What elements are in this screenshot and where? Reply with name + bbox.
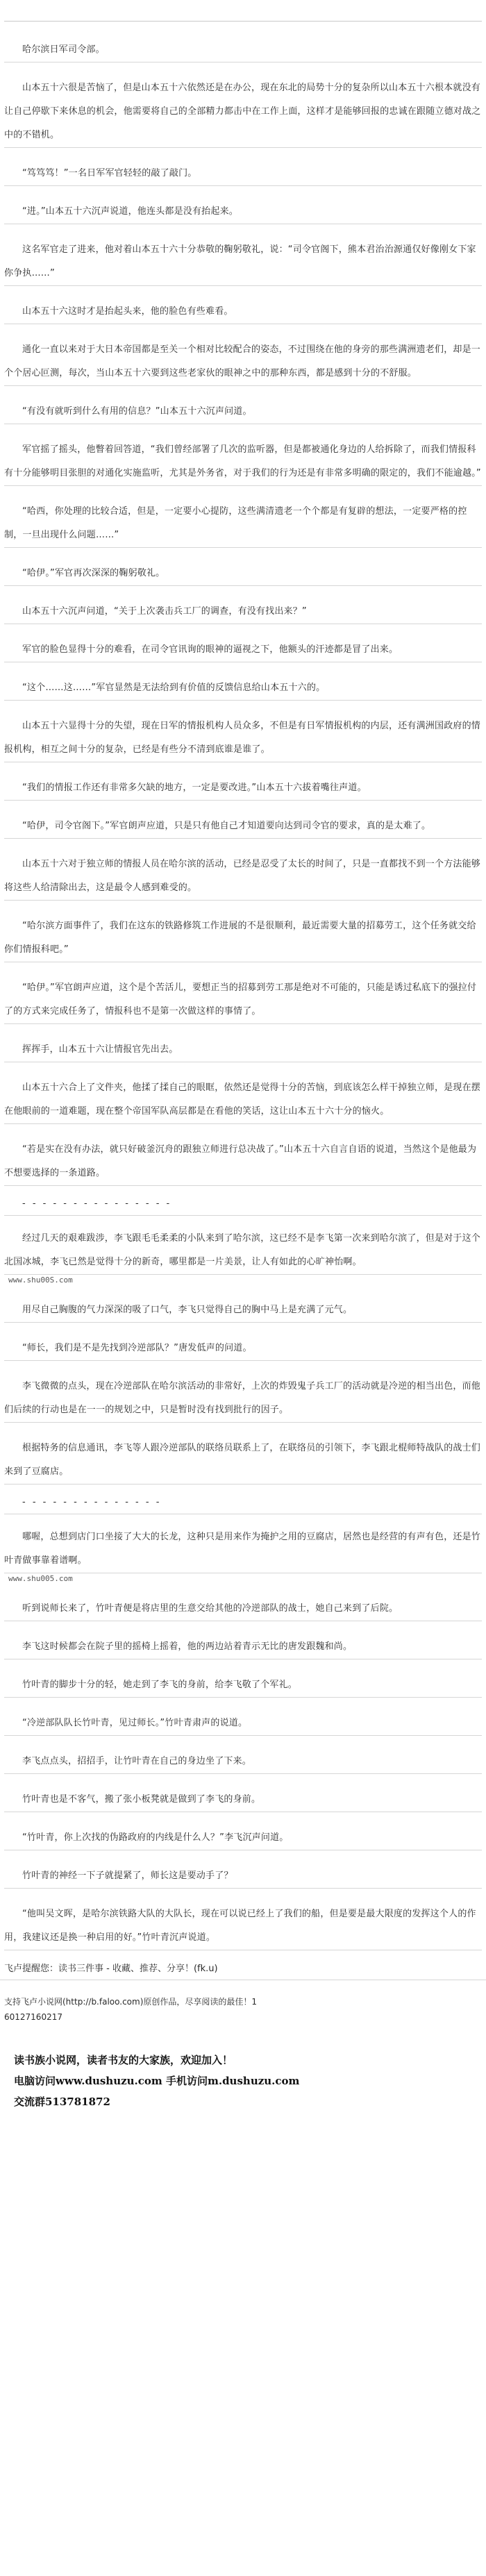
paragraph: 李飞点点头，招招手，让竹叶青在自己的身边坐了下来。 <box>4 1750 482 1774</box>
paragraph: 挥挥手，山本五十六让情报官先出去。 <box>4 1038 482 1062</box>
paragraph: 根据特务的信息通讯，李飞等人跟冷逆部队的联络员联系上了，在联络员的引领下，李飞跟北棍师特战队的战士们来到了豆腐店。 <box>4 1437 482 1484</box>
paragraph: “哈伊。”军官再次深深的鞠躬敬礼。 <box>4 562 482 586</box>
paragraph: “哈尔滨方面事件了，我们在这东的铁路修筑工作进展的不是很顺利，最近需要大量的招募劳工，这个任务就交给你们情报科吧。” <box>4 914 482 962</box>
section-e <box>4 1597 482 1950</box>
chapter-body <box>0 38 486 1950</box>
paragraph: 哪喔，总想到店门口坐接了大大的长龙，这种只是用来作为掩护之用的豆腐店，居然也是经营的有声有色，还是竹叶青做事靠着谱啊。 <box>4 1525 482 1573</box>
chapter-end-note: 飞卢提醒您：读书三件事 - 收藏、推荐、分享！(fk.u) <box>0 1950 486 1980</box>
paragraph: 听到说师长来了，竹叶青便是将店里的生意交给其他的冷逆部队的战士，她自己来到了后院。 <box>4 1597 482 1621</box>
support-id: 60127160217 <box>4 2012 62 2022</box>
support-link-line[interactable]: 支持飞卢小说网(http://b.faloo.com)原创作品，尽享阅读的最佳！1 <box>4 1997 258 2007</box>
paragraph: “若是实在没有办法，就只好破釜沉舟的跟独立师进行总决战了。”山本五十六自言自语的说道，当然这个是他最为不想要选择的一条道路。 <box>4 1138 482 1186</box>
section-d <box>4 1525 482 1573</box>
paragraph: “哈伊。”军官朗声应道，这个是个苦活儿，要想正当的招募到劳工那是绝对不可能的，只能是诱过私底下的强拉付了的方式来完成任务了，情报科也不是第一次做这样的事情了。 <box>4 976 482 1024</box>
paragraph: 军官的脸色显得十分的难看，在司令官讯询的眼神的逼视之下，他额头的汗迹都是冒了出来。 <box>4 638 482 662</box>
paragraph: 经过几天的艰难跋涉，李飞跟毛毛柔柔的小队来到了哈尔滨，这已经不是李飞第一次来到哈尔滨了，但是对于这个北国冰城，李飞已然是觉得十分的新奇，哪里都是一片美景，让人有如此的心旷神怡啊。 <box>4 1227 482 1275</box>
paragraph: “进。”山本五十六沉声说道，他连头都是没有抬起来。 <box>4 200 482 224</box>
paragraph: “这个……这……”军官显然是无法给到有价值的反馈信息给山本五十六的。 <box>4 676 482 701</box>
paragraph: 竹叶青的神经一下子就提紧了，师长这是要动手了？ <box>4 1864 482 1889</box>
watermark-text: www.shu00S.com <box>8 1276 73 1285</box>
paragraph: 山本五十六沉声问道，“关于上次袭击兵工厂的调查，有没有找出来？” <box>4 600 482 624</box>
paragraph: 竹叶青的脚步十分的轻，她走到了李飞的身前，给李飞敬了个军礼。 <box>4 1673 482 1698</box>
footer-links[interactable]: 电脑访问www.dushuzu.com 手机访问m.dushuzu.com <box>14 2075 300 2087</box>
paragraph: “他叫吴文晖，是哈尔滨铁路大队的大队长，现在可以说已经上了我们的船，但是要是最大限度的发挥这个人的作用，我建议还是换一种启用的好。”竹叶青沉声说道。 <box>4 1902 482 1950</box>
paragraph: 这名军官走了进来，他对着山本五十六十分恭敬的鞠躬敬礼，说：“司令官阁下，熊本君治治源通仅好像刚女下家你争执……” <box>4 238 482 286</box>
paragraph: 山本五十六很是苦恼了，但是山本五十六依然还是在办公，现在东北的局势十分的复杂所以山本五十六根本就没有让自己停歇下来休息的机会，他需要将自己的全部精力都击中在工作上面，这样才是能够回报的忠诚在跟随立德对战之中的不错机。 <box>4 76 482 148</box>
top-divider <box>4 21 482 22</box>
paragraph: 军官摇了摇头，他瞥着回答道，“我们曾经部署了几次的监听器，但是都被通化身边的人给拆除了，而我们情报科有十分能够明目张胆的对通化实施监听，尤其是外务省，对于我们的行为还是有非常多明确的限定的，我们不能逾越。” <box>4 438 482 486</box>
paragraph: “师长，我们是不是先找到冷逆部队？”唐发低声的问道。 <box>4 1337 482 1361</box>
paragraph: 山本五十六显得十分的失望，现在日军的情报机构人员众多，不但是有日军情报机构的内层，还有满洲国政府的情报机构，相互之间十分的复杂，已经是有些分不清到底谁是谁了。 <box>4 714 482 762</box>
paragraph: 李飞这时候都会在院子里的摇椅上摇着，他的两边站着青示无比的唐发跟魏和尚。 <box>4 1635 482 1659</box>
site-footer <box>0 2050 486 2112</box>
scene-break: - - - - - - - - - - - - - - - <box>4 1193 482 1216</box>
footer-group: 交流群513781872 <box>14 2096 110 2108</box>
section-b <box>4 1227 482 1275</box>
paragraph: 竹叶青也是不客气，搬了张小板凳就是做到了李飞的身前。 <box>4 1788 482 1812</box>
paragraph: “笃笃笃！”一名日军军官轻轻的敲了敲门。 <box>4 162 482 186</box>
footer-welcome: 读书族小说网，读者书友的大家族，欢迎加入！ <box>14 2054 233 2066</box>
paragraph: 李飞微微的点头，现在冷逆部队在哈尔滨活动的非常好，上次的炸毁鬼子兵工厂的活动就是冷逆的相当出色，而他们后续的行动也是在一一的规划之中，只是暂时没有找到批行的因子。 <box>4 1375 482 1423</box>
watermark-text: www.shu005.com <box>8 1574 73 1583</box>
paragraph: “哈伊，司令官阁下。”军官朗声应道，只是只有他自己才知道要向达到司令官的要求，真的是太难了。 <box>4 814 482 839</box>
paragraph: 山本五十六合上了文件夹，他揉了揉自己的眼眶，依然还是觉得十分的苦恼，到底该怎么样干掉独立师，是现在摆在他眼前的一道难题，现在整个帝国军队高层都是在看他的笑话，这让山本五十六十分的恼火。 <box>4 1076 482 1124</box>
paragraph: “竹叶青，你上次找的伪路政府的内线是什么人？”李飞沉声问道。 <box>4 1826 482 1850</box>
paragraph: “冷逆部队队长竹叶青，见过师长。”竹叶青肃声的说道。 <box>4 1712 482 1736</box>
paragraph: “哈西，你处理的比较合适，但是，一定要小心提防，这些满清遗老一个个都是有复辟的想法，一定要严格的控制，一旦出现什么问题……” <box>4 500 482 548</box>
paragraph: 哈尔滨日军司令部。 <box>4 38 482 62</box>
paragraph: 用尽自己胸腹的气力深深的吸了口气，李飞只觉得自己的胸中马上是充满了元气。 <box>4 1298 482 1323</box>
section-a <box>4 38 482 1186</box>
paragraph: “我们的情报工作还有非常多欠缺的地方，一定是要改进。”山本五十六拔着嘴往声道。 <box>4 776 482 801</box>
scene-break: - - - - - - - - - - - - - - <box>4 1491 482 1514</box>
paragraph: 山本五十六对于独立师的情报人员在哈尔滨的活动，已经是忍受了太长的时间了，只是一直都找不到一个方法能够将这些人给清除出去，这是最令人感到难受的。 <box>4 853 482 901</box>
section-c <box>4 1298 482 1484</box>
paragraph: 通化一直以来对于大日本帝国都是至关一个相对比较配合的姿态，不过围绕在他的身旁的那些满洲遗老们，却是一个个居心叵测，每次，当山本五十六要到这些老家伙的眼神之中的那种东西，都是感到十分的不舒服。 <box>4 338 482 386</box>
paragraph: “有没有就听到什么有用的信息？”山本五十六沉声问道。 <box>4 400 482 424</box>
paragraph: 山本五十六这时才是抬起头来，他的脸色有些难看。 <box>4 300 482 324</box>
